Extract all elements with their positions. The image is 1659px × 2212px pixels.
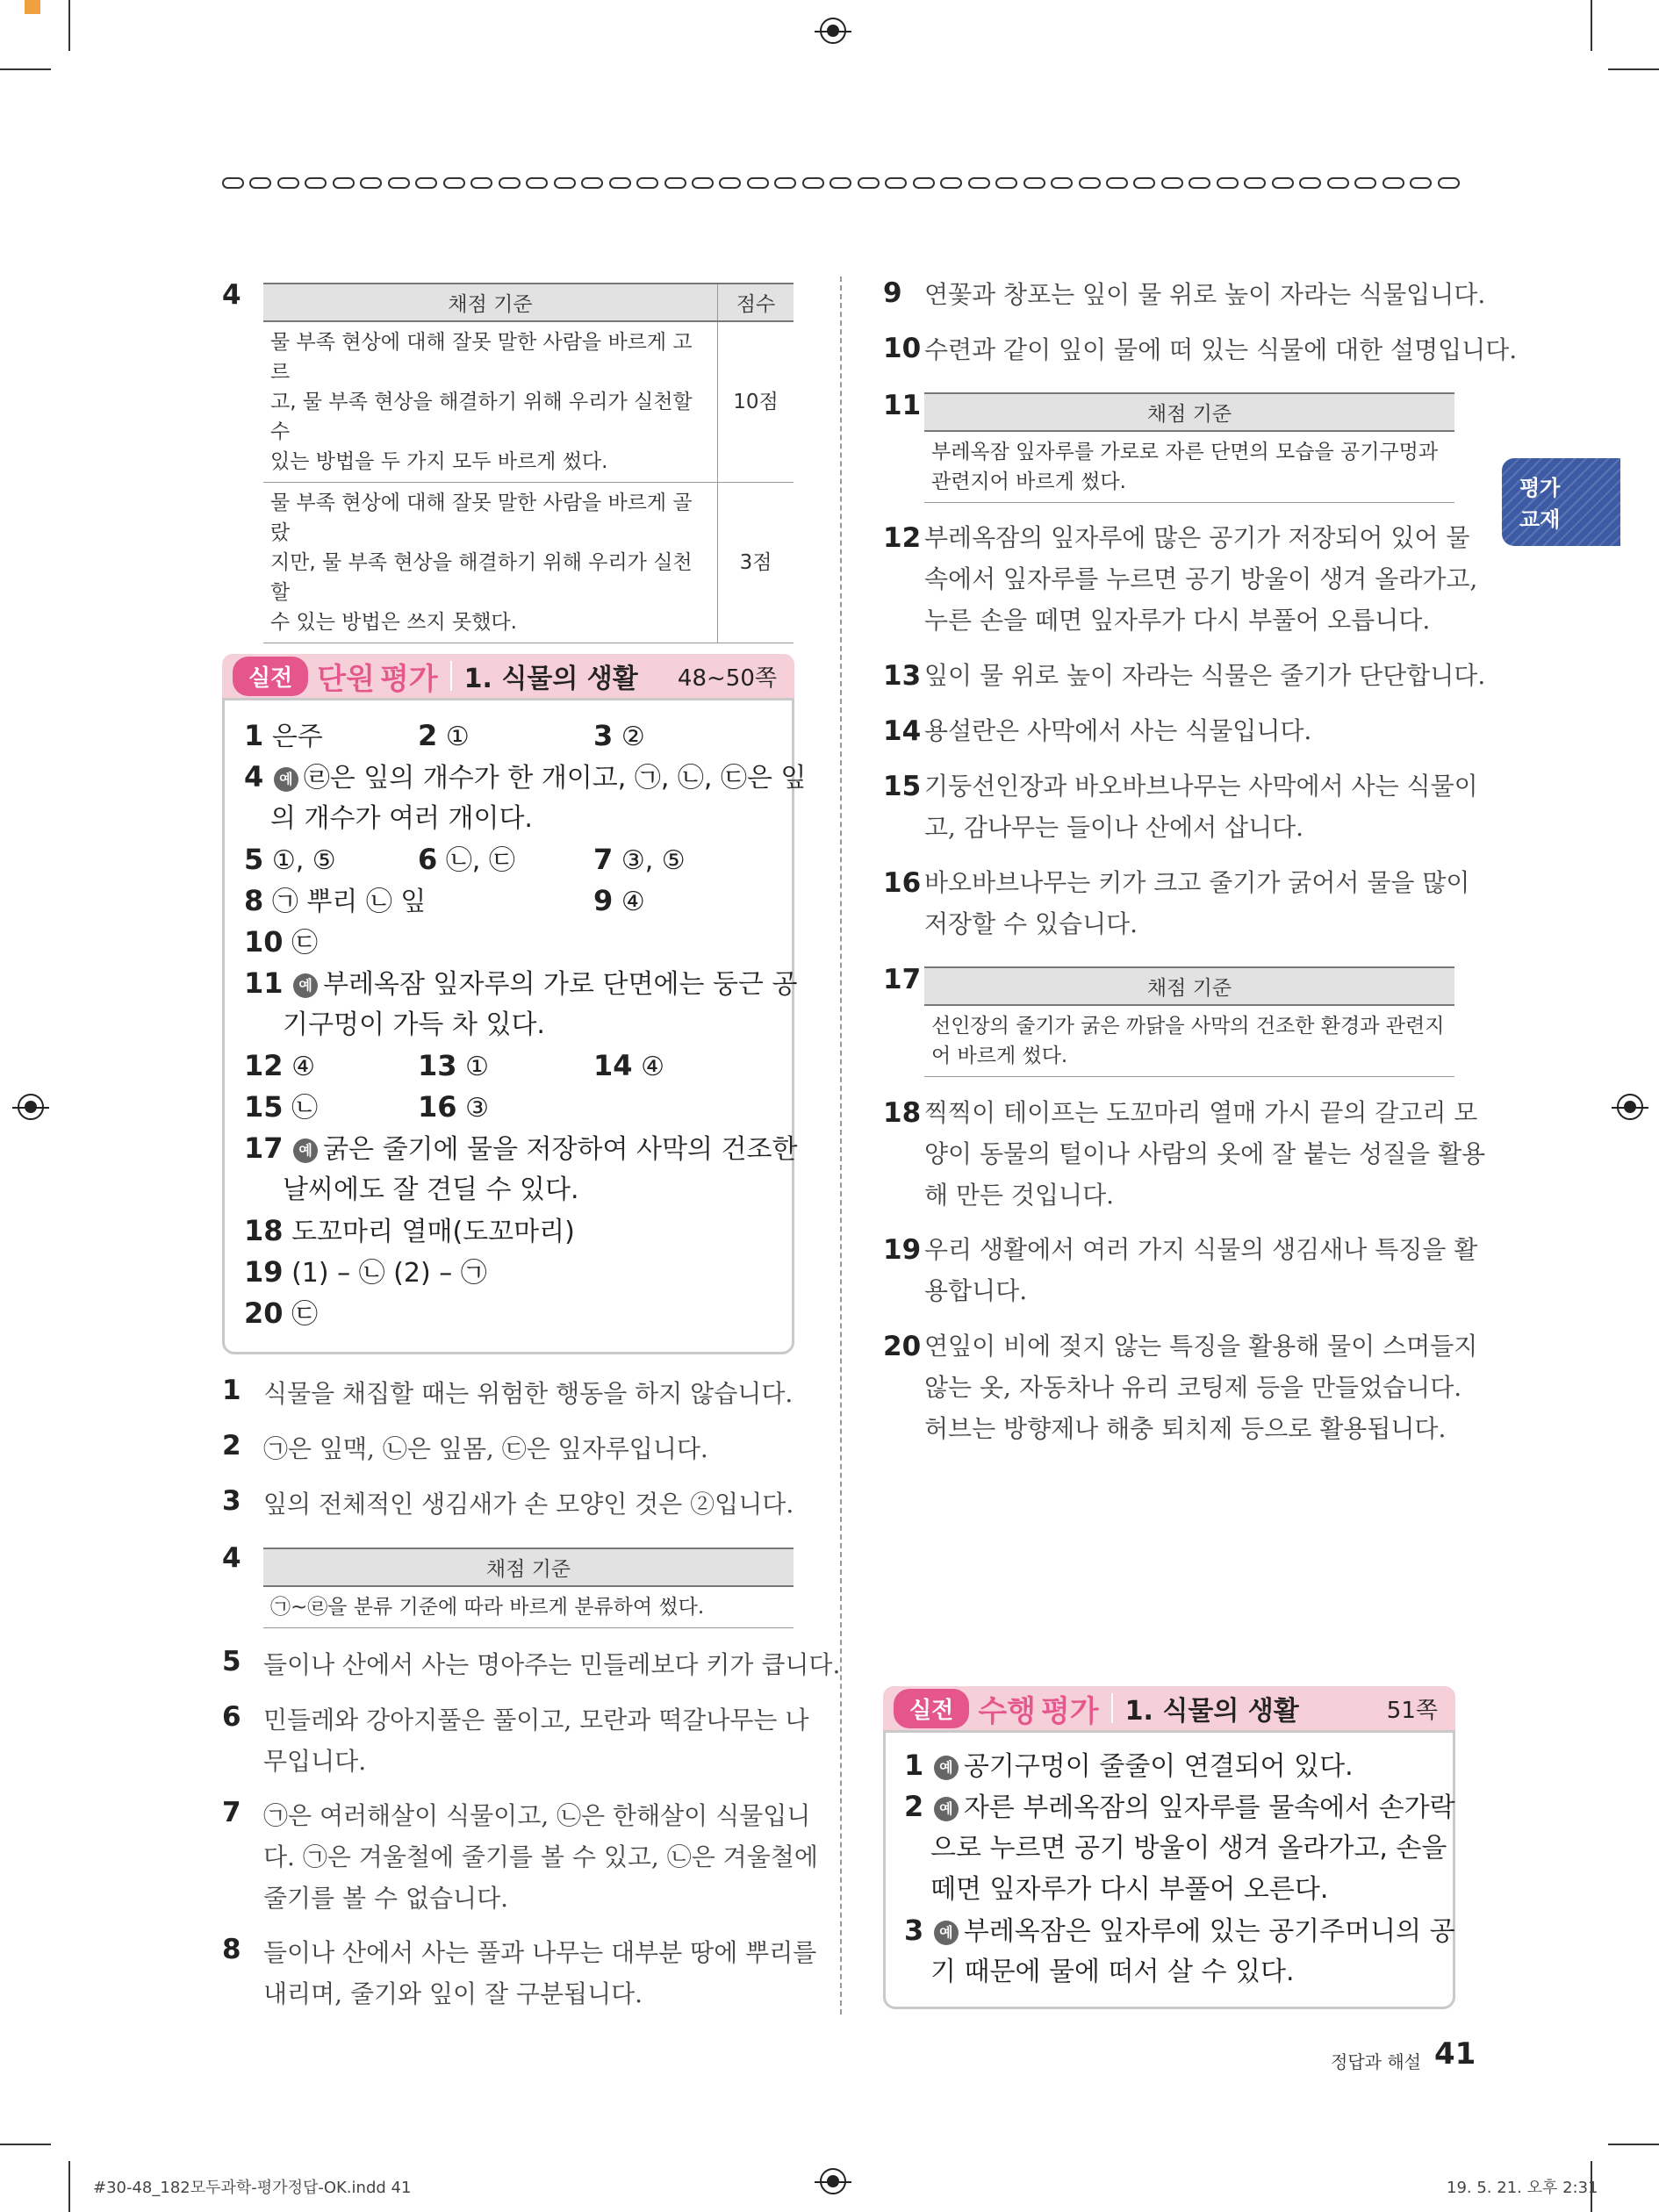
page-tag [25,0,40,14]
item-number: 18 [883,1097,922,1129]
decorative-dash-border [222,177,1460,191]
registration-mark-icon [820,2168,846,2194]
answer-item: 10 ㉢ [244,925,319,959]
score-cell: 3점 [718,483,794,643]
side-tab-line2: 교재 [1519,507,1561,532]
example-icon: 예 [934,1756,959,1780]
answer-item: 7 ③, ⑤ [593,843,686,876]
criteria-cell: 물 부족 현상에 대해 잘못 말한 사람을 바르게 골랐 지만, 물 부족 현상을 해결하기 위해 우리가 실천할 수 있는 방법은 쓰지 못했다. [263,483,718,643]
answer-item-cont: 날씨에도 잘 견딜 수 있다. [283,1174,579,1205]
answer-item: 19 (1) – ㉡ (2) – ㉠ [244,1255,487,1289]
answer-item: 20 ㉢ [244,1296,319,1330]
answer-item: 12 ④ [244,1049,315,1082]
crop-mark [1608,68,1659,70]
item-number: 9 [883,277,902,309]
registration-mark-icon [1617,1094,1643,1120]
explanation-text: 부레옥잠의 잎자루에 많은 공기가 저장되어 있어 물 속에서 잎자루를 누르면 공기 방울이 생겨 올라가고, 누른 손을 떼면 잎자루가 다시 부풀어 오릅니다. [924,523,1478,635]
answer-item: 13 ① [418,1049,489,1082]
answer-item-cont: 의 개수가 여러 개이다. [270,803,533,834]
crop-mark [68,2161,70,2212]
item-number: 8 [222,1934,241,1965]
section-kind2: 평가 [1040,1693,1099,1729]
answer-item: 15 ㉡ [244,1090,319,1124]
item-number: 15 [883,771,922,802]
explanation-text: 찍찍이 테이프는 도꼬마리 열매 가시 끝의 갈고리 모 양이 동물의 털이나 사람의 옷에 잘 붙는 성질을 활용 해 만든 것입니다. [924,1098,1486,1210]
example-icon: 예 [293,1138,318,1163]
item-number: 10 [883,333,922,364]
answer-item-cont: 기구멍이 가득 차 있다. [283,1009,545,1040]
crop-mark [0,2144,51,2145]
answer-item: 8 ㉠ 뿌리 ㉡ 잎 [244,884,427,917]
page-number: 41 [1434,2036,1476,2072]
crop-mark [68,0,70,51]
item-number: 16 [883,867,922,899]
item-number: 3 [222,1485,241,1517]
column-divider [840,276,842,2014]
section-pages: 48~50쪽 [677,664,777,692]
criteria-header: 채점 기준 [263,1548,794,1586]
explanation-text: 수련과 같이 잎이 물에 떠 있는 식물에 대한 설명입니다. [924,335,1518,364]
section-pages: 51쪽 [1386,1697,1438,1724]
explanation-text: 들이나 산에서 사는 명아주는 민들레보다 키가 큽니다. [263,1650,841,1679]
crop-mark [1591,0,1592,51]
explanation-text: 식물을 채집할 때는 위험한 행동을 하지 않습니다. [263,1379,794,1408]
answer-item: 3 예 부레옥잠은 잎자루에 있는 공기주머니의 공 [904,1914,1455,1947]
criteria-cell: 부레옥잠 잎자루를 가로로 자른 단면의 모습을 공기구멍과 관련지어 바르게 썼다. [924,431,1454,503]
crop-mark [0,68,51,70]
section-header [222,654,794,698]
answer-item: 1 예 공기구멍이 줄줄이 연결되어 있다. [904,1749,1354,1782]
example-icon: 예 [934,1797,959,1821]
explanation-text: 들이나 산에서 사는 풀과 나무는 대부분 땅에 뿌리를 내리며, 줄기와 잎이 잘 구분됩니다. [263,1938,817,2008]
item-number: 12 [883,522,922,554]
section-badge: 실전 [894,1689,969,1728]
criteria-header: 채점 기준 [924,393,1454,431]
side-tab [1502,458,1620,546]
example-icon: 예 [274,767,298,792]
section-badge: 실전 [233,657,308,696]
item-number: 7 [222,1797,241,1828]
item-number: 19 [883,1234,922,1266]
answer-item: 6 ㉡, ㉢ [418,843,515,876]
answer-item: 18 도꼬마리 열매(도꼬마리) [244,1214,575,1247]
registration-mark-icon [18,1094,44,1120]
explanation-text: 연잎이 비에 젖지 않는 특징을 활용해 물이 스며들지 않는 옷, 자동차나 유리 코팅제 등을 만들었습니다. 허브는 방향제나 해충 퇴치제 등으로 활용됩니다. [924,1332,1478,1443]
section-header [883,1686,1455,1730]
item-number: 20 [883,1331,922,1362]
criteria-header: 채점 기준 [924,967,1454,1005]
side-tab-line1: 평가 [1519,476,1561,500]
answer-item: 17 예 굵은 줄기에 물을 저장하여 사막의 건조한 [244,1131,798,1165]
scoring-table [263,283,794,643]
section-kind2: 평가 [379,661,438,697]
scoring-table [924,966,1454,1077]
item-number: 14 [883,715,922,747]
explanation-text: 잎이 물 위로 높이 자라는 식물은 줄기가 단단합니다. [924,661,1486,690]
crop-mark [1608,2144,1659,2145]
item-number: 1 [222,1375,241,1406]
answer-item-cont: 으로 누르면 공기 방울이 생겨 올라가고, 손을 [930,1833,1447,1864]
score-cell: 10점 [718,321,794,483]
section-kind: 수행 [978,1693,1036,1729]
explanation-text: 우리 생활에서 여러 가지 식물의 생김새나 특징을 활 용합니다. [924,1235,1478,1305]
registration-mark-icon [820,18,846,44]
example-icon: 예 [293,973,318,998]
explanation-text: 잎의 전체적인 생김새가 손 모양인 것은 ②입니다. [263,1490,794,1519]
answer-item: 11 예 부레옥잠 잎자루의 가로 단면에는 둥근 공 [244,966,798,1000]
example-icon: 예 [934,1921,959,1945]
criteria-header: 채점 기준 [263,284,718,321]
item-number: 2 [222,1430,241,1462]
section-kind: 단원 [317,661,375,697]
scoring-table [263,1548,794,1628]
item-number: 4 [222,279,241,311]
item-number: 13 [883,660,922,692]
answer-item: 3 ② [593,719,645,752]
item-number: 11 [883,390,922,421]
explanation-text: 바오바브나무는 키가 크고 줄기가 굵어서 물을 많이 저장할 수 있습니다. [924,868,1470,938]
section-title: 1. 식물의 생활 [463,664,638,694]
print-file-info: #30-48_182모두과학-평가정답-OK.indd 41 [93,2179,412,2197]
item-number: 6 [222,1701,241,1733]
explanation-text: 연꽃과 창포는 잎이 물 위로 높이 자라는 식물입니다. [924,280,1486,309]
answer-item: 1 은주 [244,719,323,752]
print-date-info: 19. 5. 21. 오후 2:31 [1447,2179,1598,2197]
answer-item: 9 ④ [593,884,645,917]
item-number: 5 [222,1646,241,1677]
footer-label: 정답과 해설 [1331,2051,1421,2072]
answer-item: 2 ① [418,719,470,752]
answer-item: 2 예 자른 부레옥잠의 잎자루를 물속에서 손가락 [904,1790,1455,1823]
answer-item: 5 ①, ⑤ [244,843,336,876]
item-number: 17 [883,964,922,995]
answer-item: 14 ④ [593,1049,664,1082]
scoring-table [924,392,1454,503]
item-number: 4 [222,1542,241,1574]
section-title: 1. 식물의 생활 [1124,1696,1299,1727]
explanation-text: ㉠은 잎맥, ㉡은 잎몸, ㉢은 잎자루입니다. [263,1434,708,1463]
criteria-cell: 물 부족 현상에 대해 잘못 말한 사람을 바르게 고르 고, 물 부족 현상을 해결하기 위해 우리가 실천할 수 있는 방법을 두 가지 모두 바르게 썼다. [263,321,718,483]
answer-item: 4 예 ㉣은 잎의 개수가 한 개이고, ㉠, ㉡, ㉢은 잎 [244,760,807,794]
answer-item-cont: 떼면 잎자루가 다시 부풀어 오른다. [930,1874,1329,1905]
explanation-text: 기둥선인장과 바오바브나무는 사막에서 사는 식물이 고, 감나무는 들이나 산에서 삽니다. [924,772,1478,842]
answer-item: 16 ③ [418,1090,489,1124]
answer-item-cont: 기 때문에 물에 떠서 살 수 있다. [930,1957,1295,1987]
explanation-text: 용설란은 사막에서 사는 식물입니다. [924,716,1312,745]
criteria-cell: 선인장의 줄기가 굵은 까닭을 사막의 건조한 환경과 관련지 어 바르게 썼다. [924,1005,1454,1077]
explanation-text: 민들레와 강아지풀은 풀이고, 모란과 떡갈나무는 나 무입니다. [263,1706,809,1776]
explanation-text: ㉠은 여러해살이 식물이고, ㉡은 한해살이 식물입니 다. ㉠은 겨울철에 줄기를 볼 수 있고, ㉡은 겨울철에 줄기를 볼 수 없습니다. [263,1801,818,1913]
criteria-cell: ㉠~㉣을 분류 기준에 따라 바르게 분류하여 썼다. [263,1586,794,1628]
score-header: 점수 [718,284,794,321]
